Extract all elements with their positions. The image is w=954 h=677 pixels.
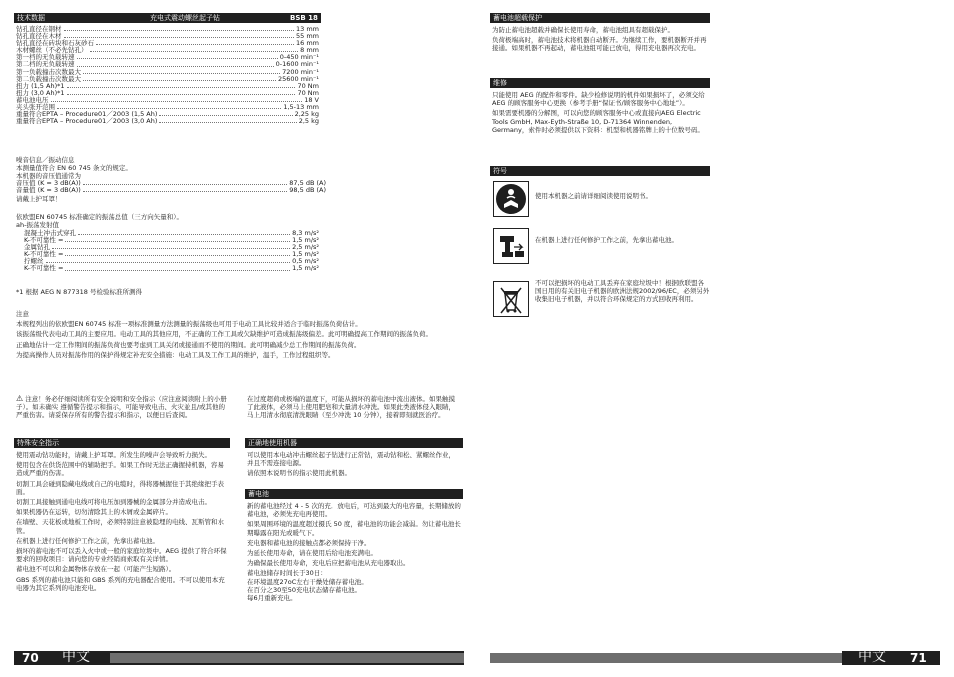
page-number: 71 <box>910 651 927 665</box>
spec-row <box>16 118 319 125</box>
paragraph: 新的蓄电池经过 4 - 5 次的充．放电后，可达到最大的电容量，长期储放的蓄电池，必须先充电再使用。 <box>247 502 461 519</box>
footer-grey-bar <box>110 653 464 663</box>
vibration-intro-line: 依欧盟EN 60745 标准确定的振荡总值（三方向矢量和）。 <box>16 213 184 221</box>
leader-dots <box>96 44 294 45</box>
spec-label: 第二档的无负载转速 <box>16 60 75 69</box>
spec-row <box>16 237 319 244</box>
vibration-intro-line: ah-振荡发射值 <box>16 221 59 230</box>
leader-dots <box>83 184 287 185</box>
leader-dots <box>52 248 290 249</box>
spec-value: 1,5-13 mm <box>283 103 319 112</box>
symbols-title: 符号 <box>493 167 507 175</box>
spec-value: 8,3 m/s² <box>292 229 319 237</box>
model-name: BSB 18 <box>290 14 318 22</box>
spec-label: 钻孔直径在钢材 <box>16 25 62 33</box>
spec-value: 2,5 kg <box>298 117 319 126</box>
noise-intro-line: 本机器的音压值通常为 <box>16 172 81 181</box>
product-name: 充电式震动螺丝起子钻 <box>150 14 220 22</box>
crossed-bin-icon <box>494 282 528 316</box>
remove-battery-icon <box>494 229 528 263</box>
spec-label: 第二负载撞击次数最大 <box>16 74 81 83</box>
noise-intro-line: 噪音信息／振动信息 <box>16 156 75 164</box>
remove-battery-symbol <box>493 228 529 264</box>
paragraph: 为防止蓄电池超载并确保长使用寿命，蓄电池组具有超载保护。 <box>492 26 674 34</box>
spec-label: K-不可靠性 = <box>24 236 64 245</box>
maintenance-title: 维修 <box>493 79 507 87</box>
spec-value: 18 V <box>304 95 319 104</box>
notice-title: 注意 <box>16 310 29 318</box>
right-footer <box>490 651 940 665</box>
spec-value: 2,5 m/s² <box>292 243 319 252</box>
maintenance-header <box>490 78 710 88</box>
spec-label: 音量值 (K = 3 dB(A)) <box>16 186 81 195</box>
spec-value: 0-1600 min⁻¹ <box>275 60 319 69</box>
noise-intro <box>16 156 319 181</box>
paragraph: 损坏的蓄电池不可以丢入火中或一般的家庭垃圾中。AEG 提供了符合环保要求的回收项目：请向您的专业经销商索取有关详情。 <box>16 547 227 564</box>
paragraph: 如果周围环境的温度超过摄氏 50 度，蓄电池的功能会减弱。勿让蓄电池长期曝露在阳光或暖气下。 <box>247 520 461 537</box>
spec-row <box>16 187 326 194</box>
leader-dots <box>64 30 294 31</box>
leader-dots <box>78 234 290 235</box>
tech-data-header <box>14 13 321 23</box>
paragraph: 蓄电池储存时间长于30日： 在环境温度27oC左右干燥处储存蓄电池。 在百分之30至50充电状态储存蓄电池。 每6月重新充电。 <box>247 569 368 603</box>
spec-row <box>16 97 319 104</box>
spec-label: 钻孔直径在砖块和石灰砂石 <box>16 39 94 48</box>
spec-value: 16 mm <box>295 39 319 48</box>
maintenance-body <box>492 91 708 136</box>
spec-label: 重量符合EPTA – Procedure01／2003 (1,5 Ah) <box>16 110 158 119</box>
read-manual-icon <box>494 182 528 216</box>
page-number: 70 <box>22 651 39 665</box>
vibration-list <box>16 230 319 273</box>
paragraph: 使用震动钻功能时，请戴上护耳罩。所发生的噪声会导致听力损失。 <box>16 451 211 459</box>
spec-label: 拧螺丝 <box>24 257 44 266</box>
leader-dots <box>46 262 291 263</box>
leader-dots <box>83 191 287 192</box>
spec-label: 混凝土冲击式穿孔 <box>24 229 76 237</box>
paragraph: 为延长使用寿命，请在使用后给电池充满电。 <box>247 549 377 558</box>
battery-title: 蓄电池 <box>248 490 269 498</box>
spec-label: 扭力 (1,5 Ah)*1 <box>16 81 65 90</box>
tech-data-label: 技术数据 <box>17 14 45 22</box>
symbol-text: 不可以把损坏的电动工具丢弃在家庭垃圾中！根据欧联盟各国日用的有关旧电子机器的欧洲法规2002/96/EC，必须另外收集旧电子机器，并以符合环保规定的方式回收再利用。 <box>535 279 710 304</box>
battery-leak-warning: 在过度超荷或极端的温度下，可能从损坏的蓄电池中流出液体。如果触摸了此液体，必须马上使用肥皂和大量清水冲洗。如果此类液体侵入眼睛，马上用清水彻底清洗眼睛（至少冲洗 10 分钟），接着即刻就医治疗。 <box>247 395 455 420</box>
paragraph: 如果需要机器的分解图，可以向您的顾客服务中心或直接向AEG Electric Tools GmbH, Max-Eyth-Straße 10, D-71364 Winnenden, Germany，索件时必须提供以下资料：机型和机器铭牌上的十位数号码。 <box>492 109 704 134</box>
battery-body <box>247 502 461 604</box>
correct-use-body <box>247 451 461 480</box>
language-label: 中文 <box>858 649 886 665</box>
spec-value: 7200 min⁻¹ <box>282 67 319 76</box>
paragraph: 切割工具会碰到隐藏电线或自己的电缆时，得将器械握住于其绝缘把手表面。 <box>16 479 224 496</box>
paragraph: 如果机器仍在运转，切勿清除其上的木屑或金属碎片。 <box>16 508 172 517</box>
read-manual-symbol <box>493 181 529 217</box>
spec-label: 钻孔直径在木材 <box>16 32 62 41</box>
spec-value: 1,5 m/s² <box>292 236 319 245</box>
paragraph: 切割工具接触到通电电线可将电压加到器械的金属部分并造成电击。 <box>16 498 211 507</box>
warning-icon: ⚠ <box>16 394 24 403</box>
overload-body <box>492 26 708 55</box>
left-footer <box>14 651 464 665</box>
spec-label: 夹头张开范围 <box>16 103 55 112</box>
spec-list <box>16 26 319 125</box>
language-label: 中文 <box>62 649 90 665</box>
spec-row <box>16 90 319 97</box>
overload-title: 蓄电池超载保护 <box>493 14 542 22</box>
notice-paragraph: 该振荡级代表电动工具的主要应用。电动工具的其他应用，不正确的工作工具或欠缺维护可造成振荡级偏差。此可明确提高工作期间的振荡负荷。 <box>16 330 432 339</box>
spec-value: 0-450 min⁻¹ <box>279 53 319 62</box>
spec-value: 1,5 m/s² <box>292 264 319 273</box>
safety-warning-text: 注意！务必仔细阅读所有安全说明和安全指示（应注意阅读附上的小册子）。如未确实 遵循警告提示和指示，可能导致电击、火灾並且/或其他的严重伤害。请妥保存所有的警告提示和指示，以便日后查阅。 <box>16 395 227 420</box>
leader-dots <box>51 101 303 102</box>
noise-list <box>16 180 326 194</box>
leader-dots <box>83 73 280 74</box>
spec-value: 98,5 dB (A) <box>289 186 326 195</box>
notice-paragraph: 本规程列出的依欧盟EN 60745 标准一项标准测量方法测量的振荡级也可用于电动工具比较并适合于临时振荡负荷估计。 <box>16 320 362 329</box>
paragraph: 为确保最长使用寿命，充电后应把蓄电池从充电器取出。 <box>247 559 410 568</box>
spec-value: 70 Nm <box>297 88 319 97</box>
spec-label: 第一档的无负载转速 <box>16 53 75 62</box>
spec-value: 13 mm <box>295 25 319 33</box>
leader-dots <box>77 58 278 59</box>
leader-dots <box>83 80 276 81</box>
spec-label: 音压值 (K = 3 dB(A)) <box>16 179 81 187</box>
leader-dots <box>57 108 281 109</box>
spec-value: 1,5 m/s² <box>292 250 319 259</box>
spec-label: 扭力 (3,0 Ah)*1 <box>16 88 65 97</box>
notice-paragraph: 为提高操作人员对振荡作用的保护得规定补充安全措施：电动工具及工作工具的维护，温手，工作过程组织等。 <box>16 350 335 359</box>
leader-dots <box>65 270 290 271</box>
spec-value: 25600 min⁻¹ <box>277 74 319 83</box>
paragraph: GBS 系列的蓄电池只能和 GBS 系列的充电器配合使用。不可以使用本充电器为其它系列的电池充电。 <box>16 575 225 592</box>
notice-paragraph: 正确地估计一定工作期间的振荡负荷也要考虑到工具关闭或接通而不使用的期间。此可明确减少总工作期间的振荡负荷。 <box>16 340 361 349</box>
leader-dots <box>159 122 296 123</box>
paragraph: 使用包含在供货范围中的辅助把手。如果工作时无法正确握持机器，容易造成严重的伤害。 <box>16 461 224 478</box>
footer-grey-bar <box>490 653 842 663</box>
spec-value: 70 Nm <box>297 81 319 90</box>
symbols-header <box>490 166 710 176</box>
ear-protection-note: 请戴上护耳罩！ <box>16 195 62 203</box>
leader-dots <box>77 66 274 67</box>
right-page <box>477 0 954 677</box>
spec-label: K-不可靠性 = <box>24 264 64 273</box>
spec-value: 8 mm <box>300 46 319 55</box>
overload-header <box>490 13 710 23</box>
spec-value: 2,25 kg <box>294 110 319 119</box>
paragraph: 可以使用本电动冲击螺丝起子钻进行正常钻，震动钻和松、紧螺丝作业，并且不需连接电源。 <box>247 451 455 468</box>
leader-dots <box>67 87 296 88</box>
correct-use-header <box>245 438 463 448</box>
safety-warning <box>16 395 230 420</box>
paragraph: 负荷极端高时，蓄电池技术将机器自动断开。为继续工作，要机器断开并再接通。如果机器不再起动，蓄电池组可能已放电，得用充电器再次充电。 <box>492 36 707 53</box>
paragraph: 请依照本说明书的指示使用此机器。 <box>247 469 351 478</box>
leader-dots <box>90 51 299 52</box>
leader-dots <box>159 115 292 116</box>
leader-dots <box>67 94 296 95</box>
spec-row <box>16 265 319 272</box>
spec-value: 55 mm <box>295 32 319 41</box>
leader-dots <box>65 255 290 256</box>
footnote: *1 根据 AEG N 877318 号检验标准所测得 <box>16 288 142 296</box>
spec-label: 金属钻孔 <box>24 243 50 252</box>
paragraph: 在墙壁、天花板或地板工作时，必须特别注意被隐埋的电线、瓦斯管和水管。 <box>16 518 224 535</box>
symbol-text: 在机器上进行任何修护工作之前，先拿出蓄电池。 <box>535 236 678 244</box>
paragraph: 只能使用 AEG 的配件和零件。缺少检修说明的机件如果损坏了，必须交给 AEG 的顾客服务中心更换（参考手册“保证书/顾客服务中心地址”）。 <box>492 91 705 108</box>
vibration-intro <box>16 213 319 229</box>
special-safety-body <box>16 451 230 594</box>
noise-intro-line: 本测量值符合 EN 60 745 条文的规定。 <box>16 164 132 173</box>
spec-row <box>16 251 319 258</box>
paragraph: 蓄电池不可以和金属物体存放在一起（可能产生短路）。 <box>16 565 176 574</box>
notice-block <box>16 310 456 361</box>
leader-dots <box>64 37 294 38</box>
spec-label: K-不可靠性 = <box>24 250 64 259</box>
crossed-bin-symbol <box>493 281 529 317</box>
spec-label: 蓄电池电压 <box>16 95 49 104</box>
leader-dots <box>65 241 290 242</box>
correct-use-title: 正确地使用机器 <box>248 439 297 447</box>
spec-label: 第一负载撞击次数最大 <box>16 67 81 76</box>
battery-header <box>245 489 463 499</box>
paragraph: 在机器上进行任何修护工作之前，先拿出蓄电池。 <box>16 536 159 545</box>
spec-label: 木材螺丝（不必先钻孔） <box>16 46 88 55</box>
special-safety-header <box>14 438 230 448</box>
special-safety-title: 特殊安全指示 <box>17 439 59 447</box>
spec-value: 0,5 m/s² <box>292 257 319 266</box>
symbol-text: 使用本机器之前请详细阅读使用说明书。 <box>535 192 652 200</box>
paragraph: 充电器和蓄电池的接触点都必须保持干净。 <box>247 538 371 547</box>
spec-label: 重量符合EPTA – Procedure01／2003 (3,0 Ah) <box>16 117 158 126</box>
spec-value: 87,5 dB (A) <box>289 179 326 187</box>
